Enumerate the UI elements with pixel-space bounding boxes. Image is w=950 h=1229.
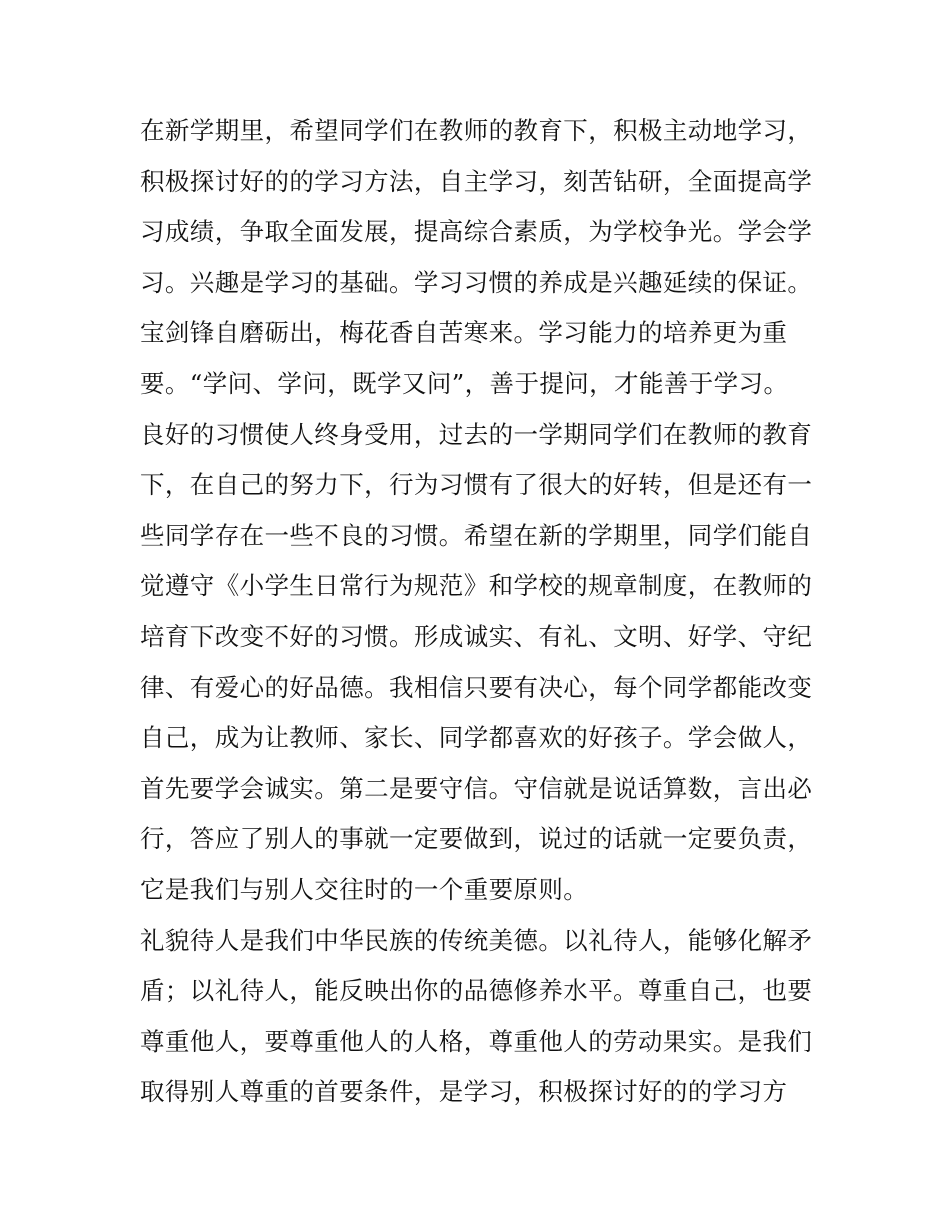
text-line: 首先要学会诚实。第二是要守信。守信就是说话算数，言出必	[140, 773, 813, 803]
text-line: 行，答应了别人的事就一定要做到，说过的话就一定要负责，	[140, 824, 813, 854]
text-line: 宝剑锋自磨砺出，梅花香自苦寒来。学习能力的培养更为重	[140, 318, 788, 348]
text-line: 积极探讨好的的学习方法，自主学习，刻苦钻研，全面提高学	[140, 166, 813, 196]
text-line: 良好的习惯使人终身受用，过去的一学期同学们在教师的教育	[140, 419, 813, 449]
text-line: 它是我们与别人交往时的一个重要原则。	[140, 874, 589, 904]
text-line: 在新学期里，希望同学们在教师的教育下，积极主动地学习，	[140, 116, 813, 145]
document-body	[140, 106, 820, 1118]
text-line: 觉遵守《小学生日常行为规范》和学校的规章制度，在教师的	[140, 571, 813, 601]
text-line: 习。兴趣是学习的基础。学习习惯的养成是兴趣延续的保证。	[140, 267, 813, 297]
text-line: 些同学存在一些不良的习惯。希望在新的学期里，同学们能自	[140, 520, 813, 550]
text-line: 取得别人尊重的首要条件，是学习，积极探讨好的的学习方	[140, 1077, 788, 1107]
text-line: 自己，成为让教师、家长、同学都喜欢的好孩子。学会做人，	[140, 723, 813, 753]
text-line: 尊重他人，要尊重他人的人格，尊重他人的劳动果实。是我们	[140, 1026, 813, 1056]
text-line: 礼貌待人是我们中华民族的传统美德。以礼待人，能够化解矛	[140, 925, 813, 955]
text-line: 律、有爱心的好品德。我相信只要有决心，每个同学都能改变	[140, 672, 813, 702]
text-line: 盾；以礼待人，能反映出你的品德修养水平。尊重自己，也要	[140, 976, 813, 1006]
text-line: 习成绩，争取全面发展，提高综合素质，为学校争光。学会学	[140, 217, 813, 247]
text-line: 下，在自己的努力下，行为习惯有了很大的好转，但是还有一	[140, 470, 813, 500]
text-line: 培育下改变不好的习惯。形成诚实、有礼、文明、好学、守纪	[140, 621, 813, 651]
text-line: 要。“学问、学问，既学又问”，善于提问，才能善于学习。	[140, 368, 789, 398]
